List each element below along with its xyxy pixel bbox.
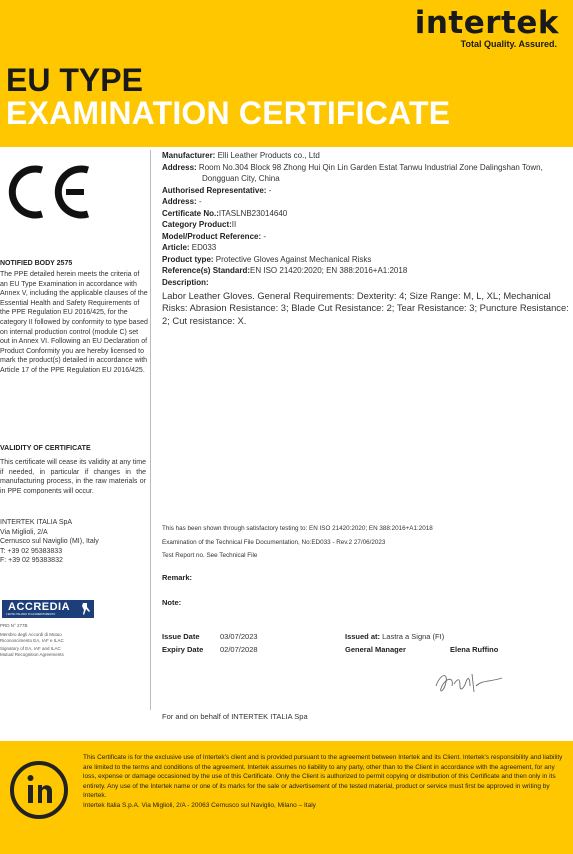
accredia-subtitle: L'ENTE ITALIANO DI ACCREDITAMENTO xyxy=(6,613,56,616)
membro-line: Membro degli Accordi di Mutuo xyxy=(0,632,62,637)
certificate-number-field: Certificate No.:ITASLNB23014640 xyxy=(162,208,288,218)
brand-tagline: Total Quality. Assured. xyxy=(460,39,557,49)
signatory-text xyxy=(0,646,64,658)
footer-address: Intertek Italia S.p.A. Via Miglioli, 2/A - 20063 Cernusco sul Naviglio, Milano – Italy xyxy=(83,801,316,809)
description-text: Labor Leather Gloves. General Requirements: Dexterity: 4; Size Range: M, L, XL; Mechanical Risks: Abrasion Resistance: 3; Blade Cut Resistance: 2; Tear Resistance: 3; Puncture Resistance: 2; Cut resistance: X. xyxy=(162,290,569,326)
auth-rep-field: Authorised Representative: - xyxy=(162,185,272,195)
expiry-date-label: Expiry Date xyxy=(162,645,204,654)
model-field: Model/Product Reference: - xyxy=(162,231,267,241)
address-line-2: Dongguan City, China xyxy=(202,174,280,183)
signatory-line: Signatory of EA, IAF and ILAC xyxy=(0,646,61,651)
ce-mark-icon xyxy=(4,162,94,222)
issue-date-label: Issue Date xyxy=(162,632,200,641)
notified-body-text: The PPE detailed herein meets the criteria of an EU Type Examination in accordance with Annex V, including the applicable clauses of the Essential Health and Safety Requirements of the PPE Regulation EU 2016/425, for the category II followed by conformity to type based on internal production control (module C) set out in Annex VI. Following an EU Declaration of Product Conformity you are hereby licensed to mark the product(s) detailed in accordance with Article 17 of the PPE Regulation EU 2016/425. xyxy=(0,271,148,374)
expiry-date-value: 02/07/2028 xyxy=(220,645,258,654)
manufacturer-field: Manufacturer: Elli Leather Products co., Ltd xyxy=(162,151,320,160)
auth-rep-address-field: Address: - xyxy=(162,197,202,206)
accredia-word: ACCREDIA xyxy=(8,601,71,613)
address-line: Cernusco sul Naviglio (MI), Italy xyxy=(0,538,99,546)
address-line: INTERTEK ITALIA SpA xyxy=(0,519,73,526)
note-label: Note: xyxy=(162,598,182,607)
tested-statement: This has been shown through satisfactory testing to: EN ISO 21420:2020; EN 388:2016+A1:2018 xyxy=(162,525,433,532)
signatory-line: Mutual Recognition Agreements xyxy=(0,652,64,657)
remark-label: Remark: xyxy=(162,573,193,582)
intertek-in-logo-icon xyxy=(8,759,70,821)
test-report-statement: Test Report no. See Technical File xyxy=(162,552,258,559)
membro-text xyxy=(0,632,64,644)
title-line-1: EU TYPE xyxy=(6,62,143,98)
issuer-address xyxy=(0,518,99,566)
accredia-logo xyxy=(2,600,94,618)
certificate-details xyxy=(162,150,573,327)
general-manager-name: Elena Ruffino xyxy=(450,645,499,654)
description-label: Description: xyxy=(162,277,209,287)
intertek-logo xyxy=(415,4,559,49)
category-field: Category Product:II xyxy=(162,220,237,229)
header-band xyxy=(0,0,573,147)
issued-at-field: Issued at: Lastra a Signa (FI) xyxy=(345,632,445,641)
italy-map-icon xyxy=(81,602,91,616)
notified-body-title: NOTIFIED BODY 2575 xyxy=(0,260,73,267)
validity-text: This certificate will cease its validity at any time if needed, in particular if changes in the manufacturing process, in the raw materials or in PPE components will occur. xyxy=(0,459,146,495)
membro-line: Riconoscimento EA, IAF e ILAC xyxy=(0,638,64,643)
issue-date-value: 03/07/2023 xyxy=(220,632,258,641)
article-field: Article: ED033 xyxy=(162,243,217,252)
address-line: T: +39 02 95383833 xyxy=(0,547,63,555)
prd-number: PRD N° 277B xyxy=(0,623,28,628)
left-column xyxy=(0,150,151,710)
address-line: Via Miglioli, 2/A xyxy=(0,528,48,536)
reference-standard-field: Reference(s) Standard:EN ISO 21420:2020; EN 388:2016+A1:2018 xyxy=(162,266,408,275)
address-line: F: +39 02 95383832 xyxy=(0,557,63,565)
technical-file-statement: Examination of the Technical File Documentation, No:ED033 - Rev.2 27/06/2023 xyxy=(162,539,386,546)
on-behalf-statement: For and on behalf of INTERTEK ITALIA Spa xyxy=(162,712,308,721)
footer-band xyxy=(0,741,573,854)
disclaimer-text: This Certificate is for the exclusive use of Intertek's client and is provided pursuant to the agreement between Intertek and its Client. Intertek's responsibility and liability are limited to the terms and conditions of the agreement. Intertek assumes no liability to any party, other than to the Client in accordance with the agreement, for any loss, expense or damage occasioned by the use of this Certificate. Only the Client is authorized to permit copying or distribution of this Certificate and then only in its entirety. Any use of the Intertek name or one of its marks for the sale or advertisement of the tested material, product or service must first be approved in writing by Intertek. xyxy=(83,754,563,799)
general-manager-label: General Manager xyxy=(345,645,406,654)
footer-disclaimer xyxy=(83,753,567,810)
address-field: Address: Room No.304 Block 98 Zhong Hui Qin Lin Garden Estat Tanwu Industrial Zone Dalingshan Town, xyxy=(162,162,543,172)
title-line-2: EXAMINATION CERTIFICATE xyxy=(6,95,451,131)
brand-name: intertek xyxy=(414,5,559,41)
signature-image xyxy=(430,664,510,700)
product-type-field: Product type: Protective Gloves Against Mechanical Risks xyxy=(162,254,372,264)
validity-title: VALIDITY OF CERTIFICATE xyxy=(0,445,91,452)
